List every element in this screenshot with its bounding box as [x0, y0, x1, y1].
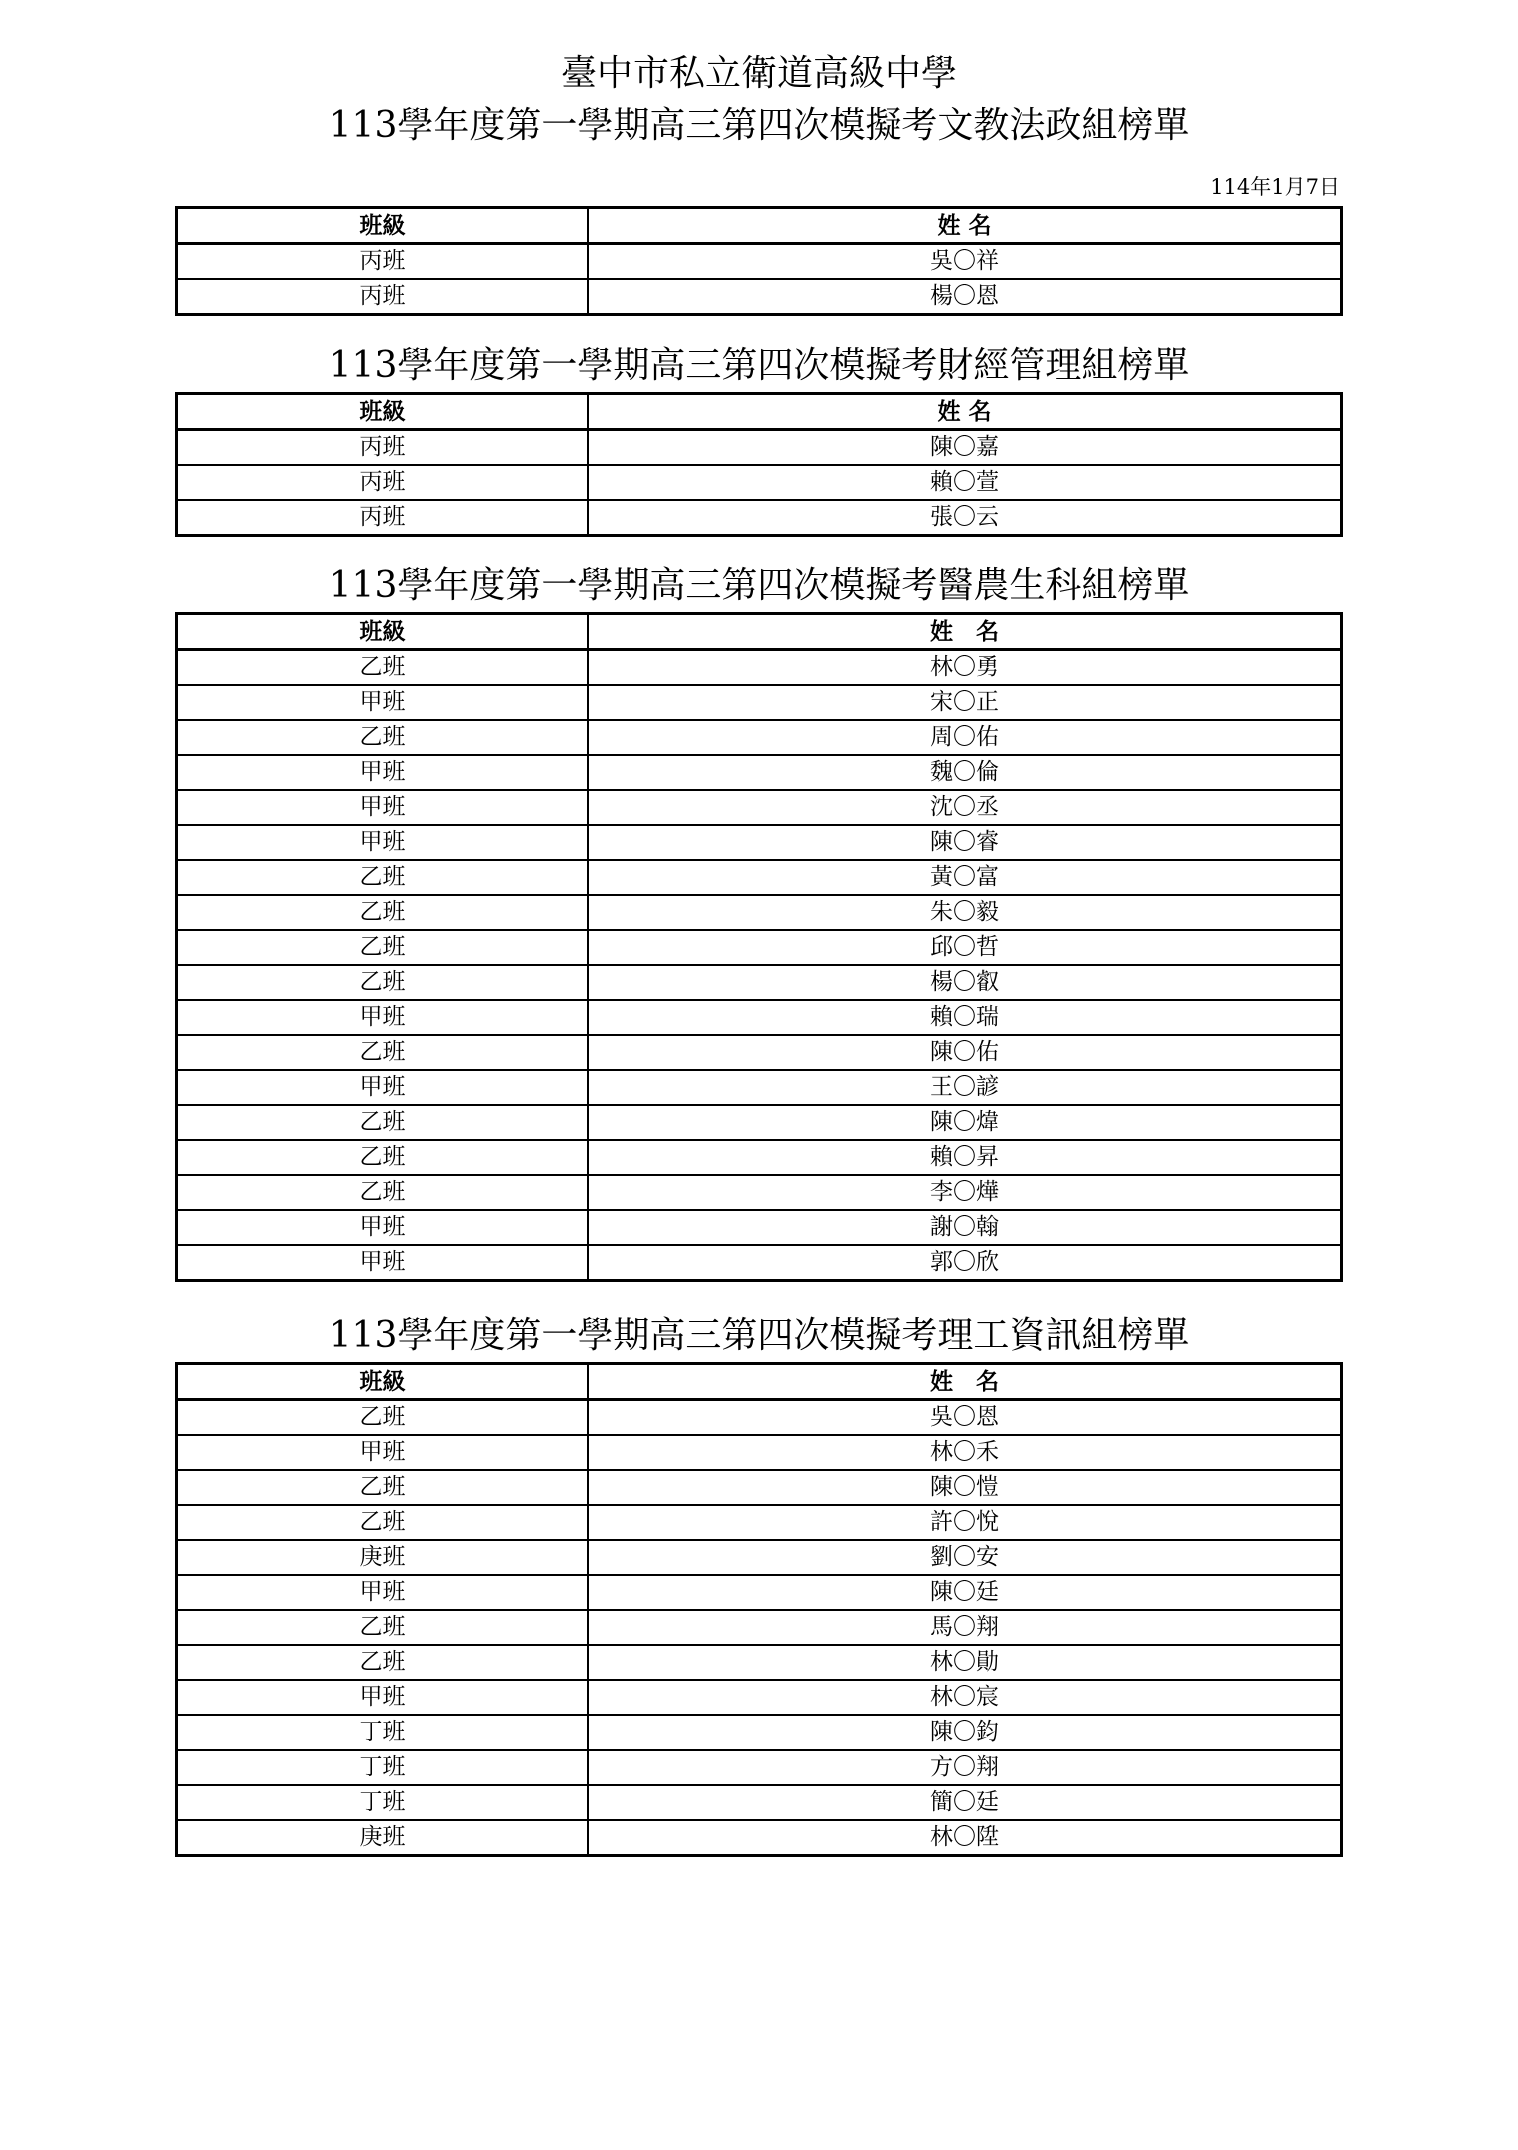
student-name-cell: 許〇悅 [588, 1505, 1342, 1540]
student-name-cell: 黃〇富 [588, 860, 1342, 895]
student-name-cell: 賴〇瑞 [588, 1000, 1342, 1035]
student-name-cell: 郭〇欣 [930, 1249, 999, 1275]
roster-table [175, 392, 1343, 537]
class-cell: 乙班 [177, 965, 589, 1000]
section-title: 113學年度第一學期高三第四次模擬考醫農生科組榜單 [328, 565, 1190, 606]
table-row [177, 465, 1342, 500]
document-date: 114年1月7日 [1210, 175, 1340, 199]
table-row [177, 279, 1342, 315]
student-name-cell: 方〇翔 [588, 1750, 1342, 1785]
column-header-name: 姓 名 [588, 614, 1342, 650]
roster-table [175, 1362, 1343, 1857]
class-cell: 甲班 [177, 1575, 589, 1610]
student-name-cell: 陳〇廷 [588, 1575, 1342, 1610]
student-name-cell: 林〇陞 [930, 1824, 999, 1850]
table-row [177, 685, 1342, 720]
roster-table [175, 206, 1343, 316]
class-cell: 乙班 [177, 1610, 589, 1645]
table-row [177, 1000, 1342, 1035]
class-cell: 乙班 [177, 1035, 589, 1070]
student-name-cell: 朱〇毅 [588, 895, 1342, 930]
table-row [177, 720, 1342, 755]
table-row [177, 1820, 1342, 1856]
student-name-cell: 宋〇正 [588, 685, 1342, 720]
student-name-cell: 簡〇廷 [588, 1785, 1342, 1820]
table-row [177, 500, 1342, 536]
table-row [177, 1175, 1342, 1210]
column-header-class: 班級 [177, 614, 589, 650]
class-cell: 甲班 [177, 1435, 589, 1470]
class-cell: 乙班 [177, 895, 589, 930]
column-header-class: 班級 [177, 1364, 589, 1400]
student-name-cell: 魏〇倫 [588, 755, 1342, 790]
student-name-cell: 馬〇翔 [588, 1610, 1342, 1645]
class-cell: 丁班 [177, 1715, 589, 1750]
table-row [177, 1435, 1342, 1470]
table-row [177, 1245, 1342, 1281]
student-name-cell: 陳〇佑 [588, 1035, 1342, 1070]
class-cell: 乙班 [177, 1105, 589, 1140]
school-name: 臺中市私立衛道高級中學 [560, 53, 957, 94]
student-name-cell: 王〇諺 [588, 1070, 1342, 1105]
class-cell: 庚班 [177, 1820, 589, 1856]
class-cell: 甲班 [177, 755, 589, 790]
student-name-cell: 林〇勇 [588, 650, 1342, 686]
student-name-cell: 張〇云 [930, 504, 999, 530]
student-name-cell: 陳〇睿 [588, 825, 1342, 860]
class-cell: 丙班 [177, 430, 589, 466]
class-cell: 丙班 [177, 279, 589, 315]
table-header-row [177, 1364, 1342, 1400]
class-cell: 丙班 [177, 500, 589, 536]
table-row [177, 1505, 1342, 1540]
student-name-cell: 陳〇愷 [588, 1470, 1342, 1505]
table-header-row [177, 614, 1342, 650]
table-row [177, 1070, 1342, 1105]
section-title: 113學年度第一學期高三第四次模擬考財經管理組榜單 [328, 345, 1190, 386]
table-row [177, 1105, 1342, 1140]
table-row [177, 650, 1342, 686]
class-cell: 乙班 [177, 650, 589, 686]
class-cell: 丙班 [177, 244, 589, 280]
table-row [177, 1575, 1342, 1610]
student-name-cell: 吳〇祥 [588, 244, 1342, 280]
table-row [177, 1610, 1342, 1645]
table-row [177, 965, 1342, 1000]
table-row [177, 790, 1342, 825]
student-name-cell: 林〇宸 [588, 1680, 1342, 1715]
class-cell: 甲班 [177, 825, 589, 860]
table-row [177, 1140, 1342, 1175]
class-cell: 甲班 [177, 1070, 589, 1105]
student-name-cell: 謝〇翰 [588, 1210, 1342, 1245]
class-cell: 甲班 [177, 1000, 589, 1035]
class-cell: 乙班 [177, 1645, 589, 1680]
roster-table [175, 612, 1343, 1282]
table-row [177, 1680, 1342, 1715]
class-cell: 乙班 [177, 930, 589, 965]
student-name-cell: 楊〇叡 [588, 965, 1342, 1000]
column-header-name: 姓 名 [588, 1364, 1342, 1400]
class-cell: 乙班 [177, 1505, 589, 1540]
column-header-class: 班級 [177, 394, 589, 430]
table-row [177, 1470, 1342, 1505]
table-row [177, 860, 1342, 895]
class-cell: 乙班 [177, 1140, 589, 1175]
table-header-row [177, 394, 1342, 430]
class-cell: 乙班 [177, 1470, 589, 1505]
table-row [177, 1715, 1342, 1750]
table-row [177, 1400, 1342, 1436]
class-cell: 甲班 [177, 685, 589, 720]
student-name-cell: 陳〇煒 [588, 1105, 1342, 1140]
class-cell: 乙班 [177, 1400, 589, 1436]
class-cell: 甲班 [177, 790, 589, 825]
class-cell: 甲班 [177, 1245, 589, 1281]
class-cell: 甲班 [177, 1210, 589, 1245]
student-name-cell: 陳〇嘉 [588, 430, 1342, 466]
table-row [177, 1540, 1342, 1575]
student-name-cell: 吳〇恩 [588, 1400, 1342, 1436]
table-row [177, 1035, 1342, 1070]
column-header-name: 姓 名 [588, 394, 1342, 430]
class-cell: 乙班 [177, 1175, 589, 1210]
column-header-name: 姓 名 [588, 208, 1342, 244]
student-name-cell: 賴〇昇 [588, 1140, 1342, 1175]
student-name-cell: 邱〇哲 [588, 930, 1342, 965]
table-header-row [177, 208, 1342, 244]
table-row [177, 930, 1342, 965]
table-row [177, 430, 1342, 466]
student-name-cell: 李〇燁 [588, 1175, 1342, 1210]
student-name-cell: 沈〇丞 [588, 790, 1342, 825]
student-name-cell: 林〇勛 [588, 1645, 1342, 1680]
student-name-cell: 劉〇安 [588, 1540, 1342, 1575]
student-name-cell: 陳〇鈞 [588, 1715, 1342, 1750]
class-cell: 丁班 [177, 1750, 589, 1785]
table-row [177, 895, 1342, 930]
table-row [177, 1750, 1342, 1785]
table-row [177, 1785, 1342, 1820]
class-cell: 乙班 [177, 860, 589, 895]
table-row [177, 244, 1342, 280]
class-cell: 乙班 [177, 720, 589, 755]
class-cell: 庚班 [177, 1540, 589, 1575]
student-name-cell: 賴〇萱 [588, 465, 1342, 500]
student-name-cell: 林〇禾 [588, 1435, 1342, 1470]
class-cell: 丙班 [177, 465, 589, 500]
table-row [177, 825, 1342, 860]
table-row [177, 1645, 1342, 1680]
student-name-cell: 楊〇恩 [930, 283, 999, 309]
class-cell: 甲班 [177, 1680, 589, 1715]
class-cell: 丁班 [177, 1785, 589, 1820]
student-name-cell: 周〇佑 [588, 720, 1342, 755]
column-header-class: 班級 [177, 208, 589, 244]
section-title: 113學年度第一學期高三第四次模擬考理工資訊組榜單 [328, 1315, 1190, 1356]
table-row [177, 755, 1342, 790]
section-title: 113學年度第一學期高三第四次模擬考文教法政組榜單 [328, 105, 1190, 146]
table-row [177, 1210, 1342, 1245]
